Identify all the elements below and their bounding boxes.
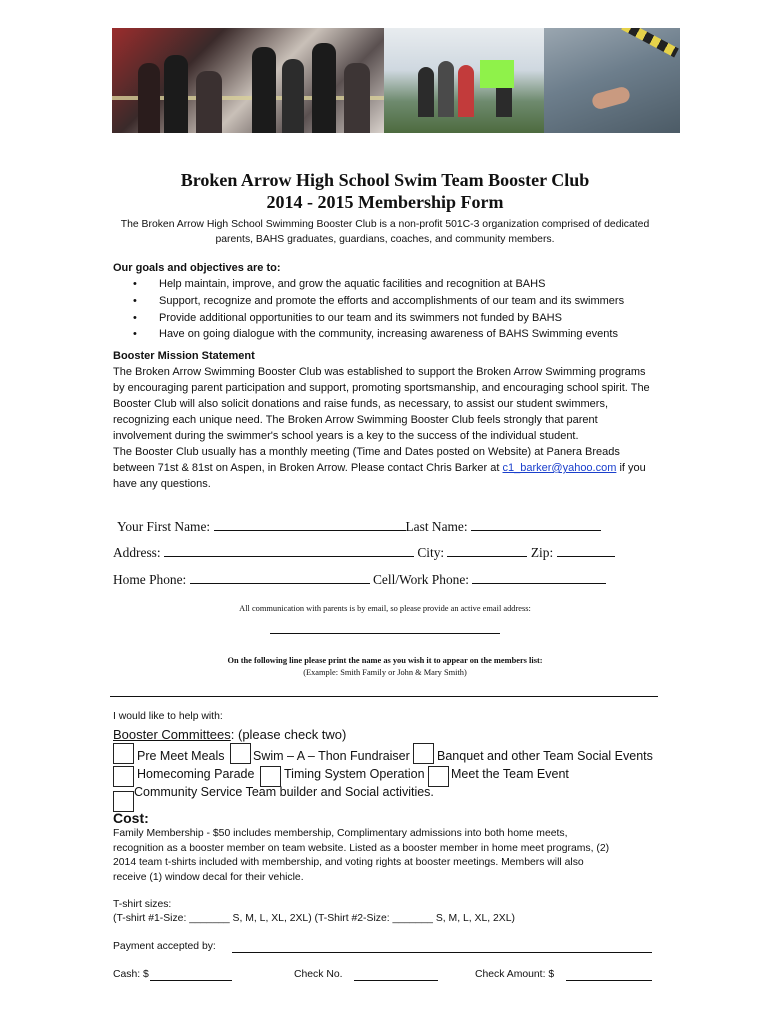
checkbox-banquet[interactable]: [413, 743, 434, 764]
header-photo-banner: [112, 28, 680, 133]
check-number-field[interactable]: [354, 980, 438, 981]
checkbox-homecoming-parade[interactable]: [113, 766, 134, 787]
meeting-paragraph: The Booster Club usually has a monthly meeting (Time and Dates posted on Website) at Panera Breads between 71st & 81st on Aspen, in Broken Arrow. Please contact Chris Barker at c1_barker@yahoo.com if you have any questions.: [113, 446, 646, 490]
members-list-example: (Example: Smith Family or John & Mary Smith): [303, 668, 467, 677]
option-homecoming-parade: Homecoming Parade: [137, 767, 255, 781]
cell-phone-field[interactable]: [472, 571, 606, 584]
option-meet-the-team: Meet the Team Event: [451, 767, 569, 781]
goals-list: [113, 276, 624, 343]
last-name-field[interactable]: [471, 518, 601, 531]
swimmer-in-pool-photo: [544, 28, 680, 133]
committees-heading-row: [113, 727, 346, 742]
address-label: Address:: [113, 545, 161, 560]
address-row: [113, 544, 615, 561]
name-row: [117, 518, 601, 535]
cost-heading: Cost:: [113, 810, 149, 826]
city-label: City:: [417, 545, 445, 560]
option-timing-system: Timing System Operation: [284, 767, 425, 781]
checkbox-swim-a-thon[interactable]: [230, 743, 251, 764]
tshirt-size-line[interactable]: (T-shirt #1-Size: _______ S, M, L, XL, 2XL) (T-Shirt #2-Size: _______ S, M, L, XL, 2XL): [113, 913, 515, 924]
contact-email-link[interactable]: c1_barker@yahoo.com: [502, 462, 617, 474]
goal-item: • Have on going dialogue with the community, increasing awareness of BAHS Swimming events: [113, 326, 624, 343]
checkbox-meet-the-team[interactable]: [428, 766, 449, 787]
tshirt-heading: T-shirt sizes:: [113, 899, 172, 910]
zip-label: Zip:: [530, 545, 554, 560]
zip-field[interactable]: [557, 544, 615, 557]
option-community-service: Community Service Team builder and Social activities.: [134, 785, 434, 799]
home-phone-label: Home Phone:: [113, 572, 187, 587]
goals-heading: Our goals and objectives are to:: [113, 262, 281, 274]
members-list-field[interactable]: [110, 696, 658, 697]
mission-heading: Booster Mission Statement: [113, 350, 255, 362]
email-note: All communication with parents is by email, so please provide an active email address:: [239, 604, 531, 613]
help-intro: I would like to help with:: [113, 711, 223, 722]
mission-paragraph: The Broken Arrow Swimming Booster Club was established to support the Broken Arrow Swimming programs by encouraging parent participation and support, promoting sportsmanship, and encouraging school spirit. The Booster Club will also solicit donations and raise funds, as necessary, to assist our student swimmers, recognizing each unique need. The Broken Arrow Swimming Booster Club feels strongly that parent involvement during the swimmer's school years is a key to the success of the individual student.: [113, 366, 650, 442]
cell-phone-label: Cell/Work Phone:: [373, 572, 469, 587]
form-subtitle: 2014 - 2015 Membership Form: [266, 192, 504, 212]
intro-line-1: The Broken Arrow High School Swimming Booster Club is a non-profit 501C-3 organization comprised of dedicated: [120, 219, 650, 230]
first-name-field[interactable]: [214, 518, 406, 531]
check-number-label: Check No.: [294, 969, 343, 980]
check-amount-label: Check Amount: $: [475, 969, 555, 980]
phone-row: [113, 571, 606, 588]
intro-line-2: parents, BAHS graduates, guardians, coaches, and community members.: [215, 234, 555, 245]
form-title: Broken Arrow High School Swim Team Booster Club: [180, 170, 590, 190]
cash-amount-field[interactable]: [150, 980, 232, 981]
committees-heading: Booster Committees: [113, 727, 231, 742]
goal-item: • Provide additional opportunities to our team and its swimmers not funded by BAHS: [113, 310, 624, 327]
committees-instructions: : (please check two): [230, 727, 347, 742]
payment-label: Payment accepted by:: [113, 941, 216, 952]
mission-text: [113, 364, 653, 492]
address-field[interactable]: [164, 544, 414, 557]
payment-method-field[interactable]: [232, 952, 652, 953]
email-field[interactable]: [270, 633, 500, 634]
goal-item: • Help maintain, improve, and grow the aquatic facilities and recognition at BAHS: [113, 276, 624, 293]
swimmers-team-photo: [112, 28, 384, 133]
cash-label: Cash: $: [113, 969, 149, 980]
option-banquet: Banquet and other Team Social Events: [437, 749, 653, 763]
checkbox-community-service[interactable]: [113, 791, 134, 812]
home-phone-field[interactable]: [190, 571, 370, 584]
checkbox-pre-meet-meals[interactable]: [113, 743, 134, 764]
cost-description: Family Membership - $50 includes membership, Complimentary admissions into both home meets, recognition as a booster member on team website. Listed as a booster member in home meet programs, (2) 2014 team t-shirts included with membership, and voting rights at booster meetings. Members will also receive (1) window decal for their vehicle.: [113, 828, 610, 883]
check-amount-field[interactable]: [566, 980, 652, 981]
team-outdoor-photo: [384, 28, 544, 133]
option-pre-meet-meals: Pre Meet Meals: [137, 749, 225, 763]
last-name-label: Last Name:: [405, 519, 468, 534]
checkbox-timing-system[interactable]: [260, 766, 281, 787]
members-list-note: On the following line please print the name as you wish it to appear on the members list:: [227, 656, 543, 665]
first-name-label: Your First Name:: [117, 519, 211, 534]
city-field[interactable]: [447, 544, 527, 557]
goal-item: • Support, recognize and promote the efforts and accomplishments of our team and its swimmers: [113, 293, 624, 310]
option-swim-a-thon: Swim – A – Thon Fundraiser: [253, 749, 410, 763]
